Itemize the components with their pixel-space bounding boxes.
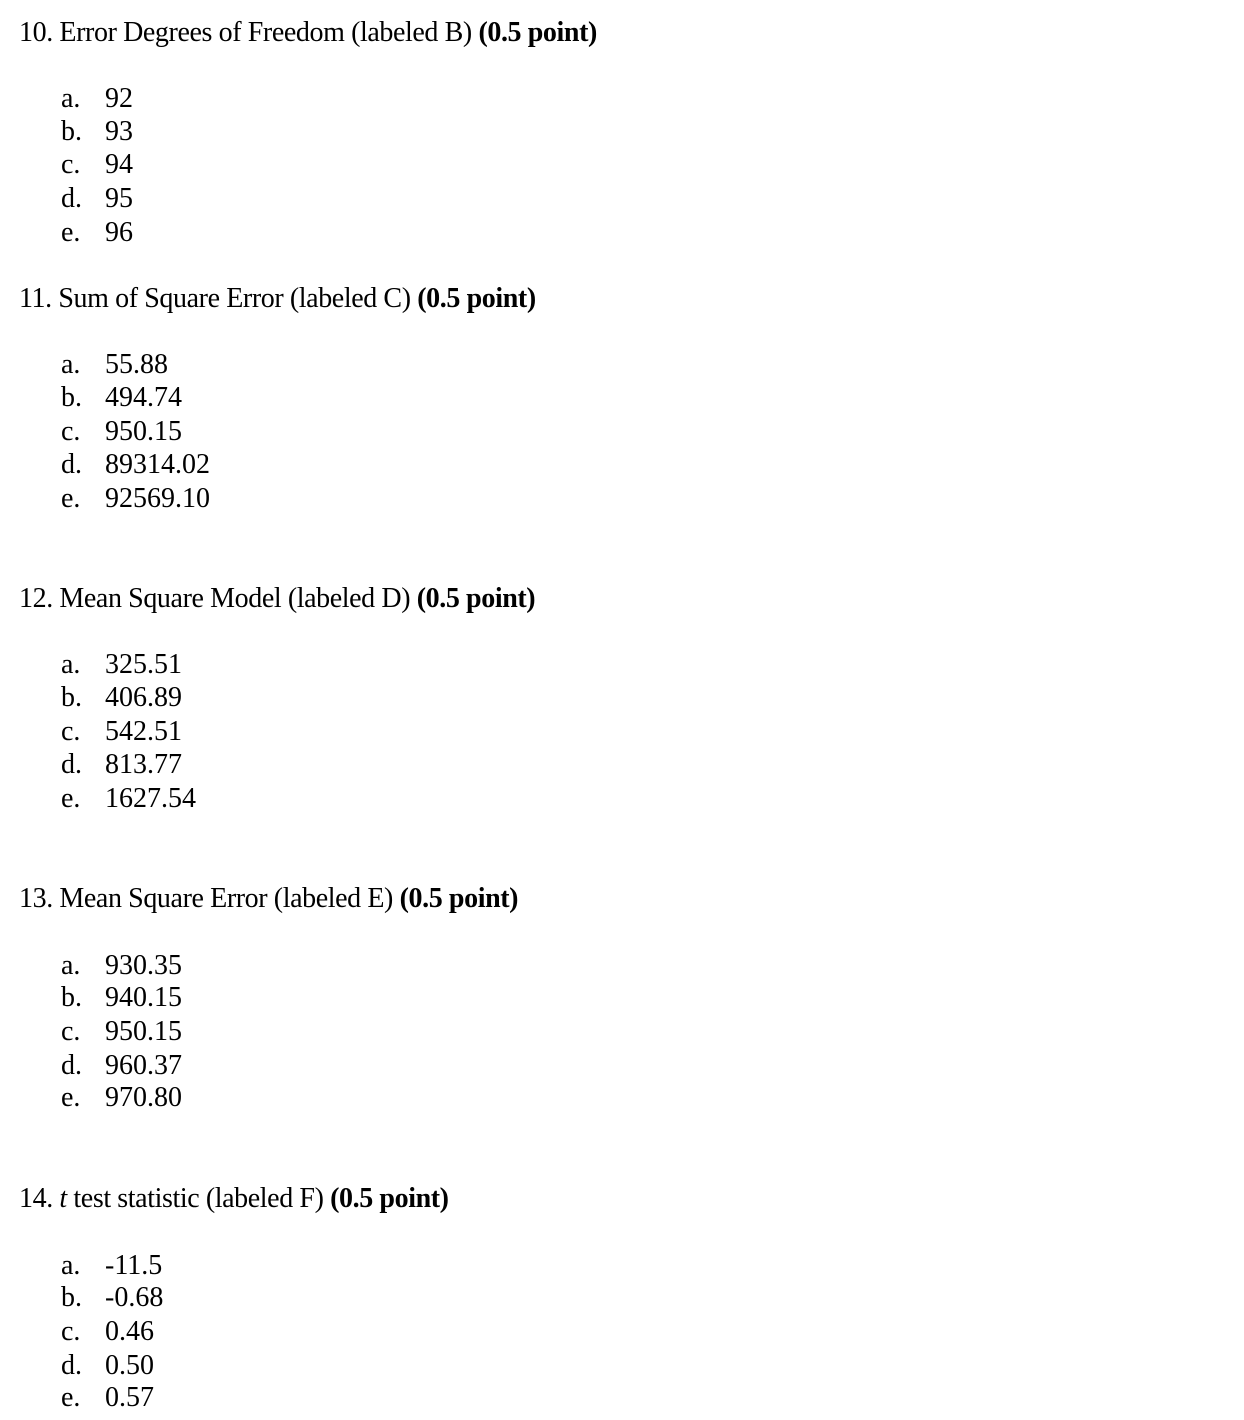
option-value: -0.68 [105,1282,164,1313]
option-letter: c. [61,149,81,180]
option-letter: a. [61,83,81,114]
question-number: 13. [19,883,53,914]
option-letter: d. [61,1050,82,1081]
option-value: 89314.02 [105,449,210,480]
option-letter: c. [61,1316,81,1347]
option-value: -11.5 [105,1250,163,1281]
option-value: 92 [105,83,133,114]
option-letter: a. [61,649,81,680]
question-title [19,1182,449,1216]
option-letter: e. [61,483,81,514]
question-number: 10. [19,17,53,48]
question-text: Mean Square Model (labeled D) [52,583,417,614]
option-value: 406.89 [105,682,182,713]
option-value: 0.57 [105,1382,154,1413]
option-value: 542.51 [105,716,182,747]
option-letter: b. [61,116,82,147]
option-letter: d. [61,449,82,480]
question-points: (0.5 point) [399,883,519,914]
option-letter: e. [61,1082,81,1113]
question-points: (0.5 point) [330,1183,449,1214]
option-letter: b. [61,382,82,413]
question-number: 11. [19,283,52,314]
question-italic-symbol: t [59,1183,67,1214]
question-title [19,16,597,50]
option-letter: e. [61,217,81,248]
option-letter: c. [61,716,81,747]
option-letter: c. [61,416,81,447]
option-value: 95 [105,183,133,214]
question-number: 14. [19,1183,53,1214]
option-value: 325.51 [105,649,182,680]
question-title [19,882,518,916]
question-text: Mean Square Error (labeled E) [52,883,400,914]
option-value: 55.88 [105,349,168,380]
option-letter: b. [61,1282,82,1313]
option-value: 96 [105,217,133,248]
option-value: 494.74 [105,382,182,413]
option-value: 950.15 [105,1016,182,1047]
option-letter: a. [61,950,81,981]
option-letter: b. [61,982,82,1013]
option-value: 93 [105,116,133,147]
option-letter: d. [61,183,82,214]
option-letter: d. [61,749,82,780]
question-points: (0.5 point) [416,583,536,614]
option-value: 0.50 [105,1350,154,1381]
option-value: 0.46 [105,1316,154,1347]
question-points: (0.5 point) [478,17,597,48]
option-letter: b. [61,682,82,713]
question-text: test statistic (labeled F) [66,1183,331,1214]
option-value: 1627.54 [105,783,196,814]
question-text: Sum of Square Error (labeled C) [51,283,418,314]
question-text: Error Degrees of Freedom (labeled B) [52,17,479,48]
option-value: 950.15 [105,416,182,447]
question-points: (0.5 point) [417,283,536,314]
option-letter: c. [61,1016,81,1047]
option-value: 813.77 [105,749,182,780]
question-number: 12. [19,583,53,614]
option-value: 92569.10 [105,483,210,514]
option-letter: e. [61,1382,81,1413]
question-title [19,282,536,316]
option-value: 970.80 [105,1082,182,1113]
option-value: 940.15 [105,982,182,1013]
option-letter: a. [61,349,81,380]
option-value: 930.35 [105,950,182,981]
option-letter: a. [61,1250,81,1281]
option-letter: e. [61,783,81,814]
option-letter: d. [61,1350,82,1381]
option-value: 960.37 [105,1050,182,1081]
question-title [19,582,535,616]
option-value: 94 [105,149,133,180]
